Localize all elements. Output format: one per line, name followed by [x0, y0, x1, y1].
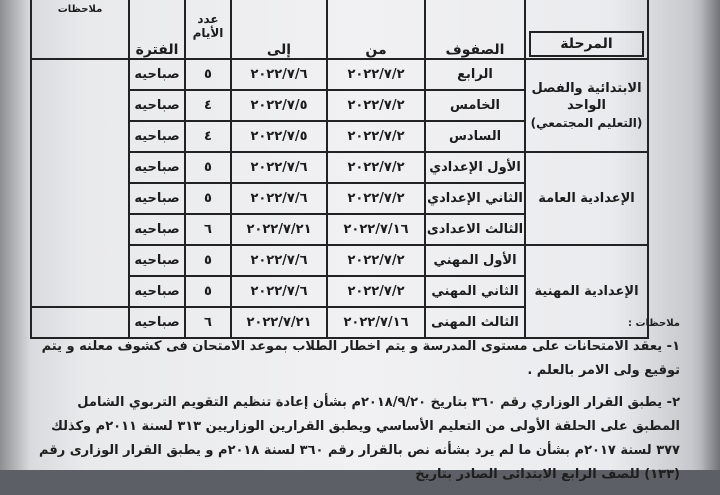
grade-cell: الثاني الإعدادي	[425, 183, 525, 214]
grade-cell: الرابع	[425, 59, 525, 90]
grade-cell: الثاني المهني	[425, 276, 525, 307]
header-stage: المرحلة	[525, 0, 648, 59]
period-cell: صباحيه	[129, 214, 185, 245]
header-days: عدد الأيام	[185, 0, 231, 59]
stage-general-prep: الإعدادية العامة	[525, 152, 648, 245]
to-cell: ٢٠٢٢/٧/٢١	[231, 307, 327, 338]
note-item: ١- يعقد الامتحانات على مستوى المدرسة و يتم اخطار الطلاب بموعد الامتحان فى كشوف معلنه و يتم توقيع ولى الامر بالعلم .	[41, 339, 680, 379]
from-cell: ٢٠٢٢/٧/٢	[327, 59, 425, 90]
from-cell: ٢٠٢٢/٧/٢	[327, 183, 425, 214]
to-cell: ٢٠٢٢/٧/٦	[231, 59, 327, 90]
to-cell: ٢٠٢٢/٧/٥	[231, 121, 327, 152]
from-cell: ٢٠٢٢/٧/١٦	[327, 214, 425, 245]
grade-cell: الأول الإعدادي	[425, 152, 525, 183]
to-cell: ٢٠٢٢/٧/٦	[231, 276, 327, 307]
from-cell: ٢٠٢٢/٧/٢	[327, 152, 425, 183]
from-cell: ٢٠٢٢/٧/٢	[327, 90, 425, 121]
from-cell: ٢٠٢٢/٧/٢	[327, 245, 425, 276]
from-cell: ٢٠٢٢/٧/٢	[327, 276, 425, 307]
page-shadow-right	[692, 0, 720, 470]
header-period: الفترة	[129, 0, 185, 59]
from-cell: ٢٠٢٢/٧/١٦	[327, 307, 425, 338]
grade-cell: الثالث الاعدادى	[425, 214, 525, 245]
days-cell: ٥	[185, 152, 231, 183]
grade-cell: الأول المهني	[425, 245, 525, 276]
to-cell: ٢٠٢٢/٧/٦	[231, 245, 327, 276]
period-cell: صباحيه	[129, 152, 185, 183]
remarks-cell	[31, 59, 129, 307]
header-from: من	[327, 0, 425, 59]
grade-cell: الثالث المهنى	[425, 307, 525, 338]
header-to: إلى	[231, 0, 327, 59]
days-cell: ٥	[185, 245, 231, 276]
days-cell: ٥	[185, 183, 231, 214]
header-grades: الصفوف	[425, 0, 525, 59]
table-row	[31, 59, 648, 90]
period-cell: صباحيه	[129, 121, 185, 152]
notes-label: ملاحظات :	[627, 318, 680, 329]
to-cell: ٢٠٢٢/٧/٢١	[231, 214, 327, 245]
days-cell: ٦	[185, 214, 231, 245]
period-cell: صباحيه	[129, 307, 185, 338]
header-remarks: ملاحظات	[31, 0, 129, 59]
days-cell: ٥	[185, 276, 231, 307]
period-cell: صباحيه	[129, 90, 185, 121]
stage-vocational-prep: الإعدادية المهنية	[525, 245, 648, 338]
to-cell: ٢٠٢٢/٧/٥	[231, 90, 327, 121]
period-cell: صباحيه	[129, 183, 185, 214]
to-cell: ٢٠٢٢/٧/٦	[231, 152, 327, 183]
table-header-row	[31, 0, 648, 59]
grade-cell: السادس	[425, 121, 525, 152]
period-cell: صباحيه	[129, 276, 185, 307]
period-cell: صباحيه	[129, 245, 185, 276]
days-cell: ٦	[185, 307, 231, 338]
days-cell: ٤	[185, 121, 231, 152]
exam-schedule-table	[30, 0, 649, 339]
days-cell: ٤	[185, 90, 231, 121]
page-shadow-left	[0, 0, 30, 470]
period-cell: صباحيه	[129, 59, 185, 90]
grade-cell: الخامس	[425, 90, 525, 121]
note-item: ٢- يطبق القرار الوزاري رقم ٣٦٠ بتاريخ ٢٠١٨/٩/٢٠م بشأن إعادة تنظيم التقويم التربوي الشامل المطبق على الحلقة الأولى من التعليم الأساسي ويطبق القرارين الوزاريين ٣١٣ لسنة ٢٠١١م وكذلك ٣٧٧ لسنة ٢٠١٧م بشأن ما لم يرد بشأنه نص بالقرار رقم ٣٦٠ لسنة ٢٠١٨م و يطبق القرار الوزارى رقم (١٣٣) للصف الرابع الابتدائى الصادر بتاريخ	[39, 395, 680, 483]
days-cell: ٥	[185, 59, 231, 90]
from-cell: ٢٠٢٢/٧/٢	[327, 121, 425, 152]
notes-section	[30, 318, 680, 495]
to-cell: ٢٠٢٢/٧/٦	[231, 183, 327, 214]
stage-primary: الابتدائية والفصل الواحد (التعليم المجتمعي)	[525, 59, 648, 152]
